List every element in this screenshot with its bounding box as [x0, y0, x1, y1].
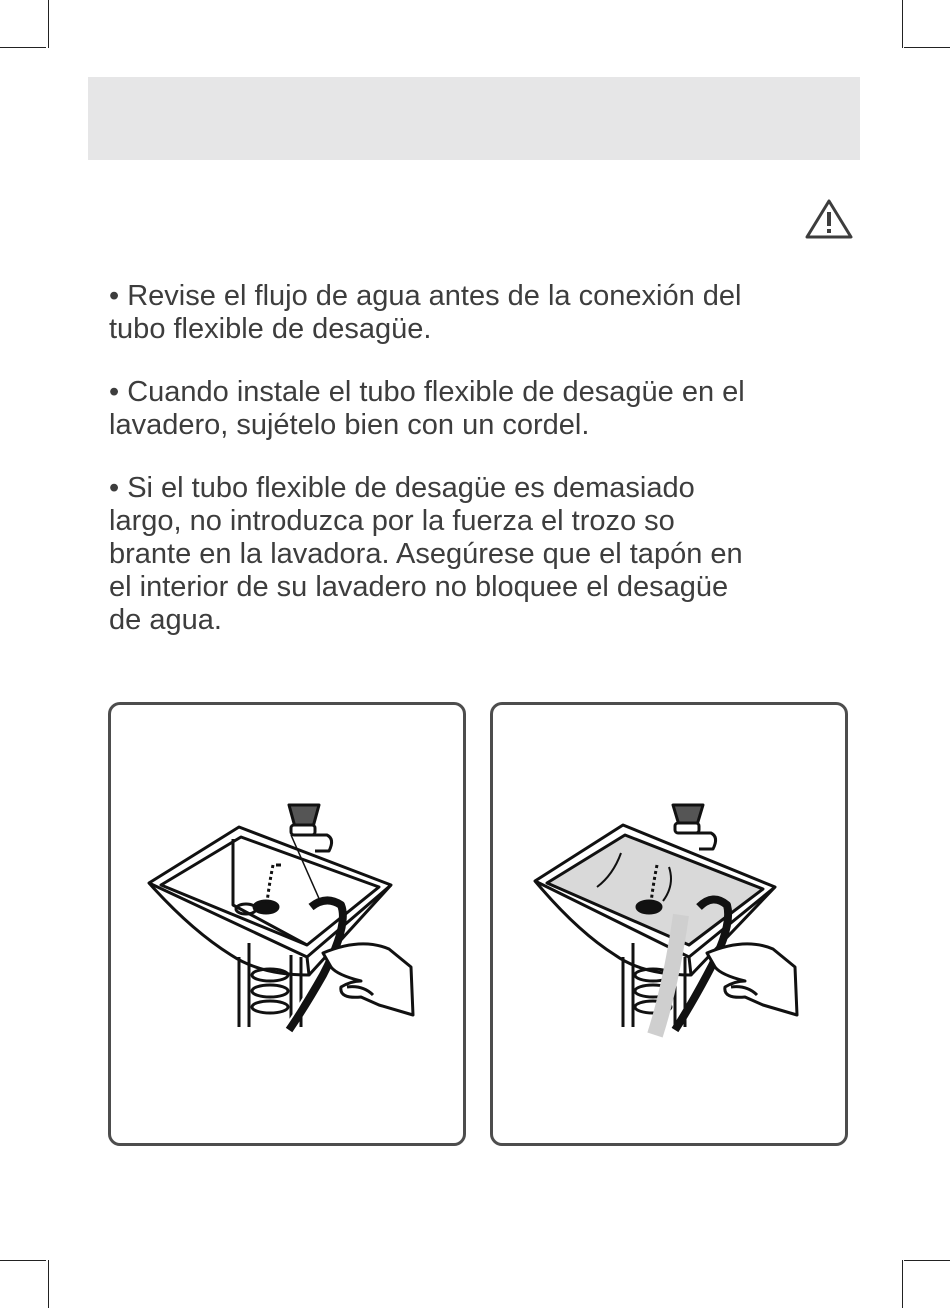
- crop-mark: [0, 1260, 46, 1261]
- illustration-panel-right: [490, 702, 848, 1146]
- crop-mark: [902, 1260, 903, 1308]
- crop-mark: [902, 0, 903, 48]
- instructions: [109, 280, 839, 667]
- crop-mark: [904, 1260, 950, 1261]
- crop-mark: [0, 47, 46, 48]
- sink-with-drain-hose-filled: [493, 705, 851, 1149]
- crop-mark: [48, 1260, 49, 1308]
- crop-mark: [48, 0, 49, 48]
- crop-mark: [904, 47, 950, 48]
- illustration-panel-left: [108, 702, 466, 1146]
- instruction-paragraph: • Cuando instale el tubo flexible de desagüe en el lavadero, sujételo bien con un cordel.: [109, 376, 745, 441]
- instruction-paragraph: • Revise el flujo de agua antes de la conexión del tubo flexible de desagüe.: [109, 280, 742, 345]
- header-band: [88, 77, 860, 160]
- instruction-paragraph: • Si el tubo flexible de desagüe es demasiado largo, no introduzca por la fuerza el trozo so brante en la lavadora. Asegúrese que el tapón en el interior de su lavadero no bloquee el desagüe de agua.: [109, 472, 743, 636]
- warning-triangle-icon: [804, 198, 854, 240]
- sink-with-drain-hose-empty: [111, 705, 469, 1149]
